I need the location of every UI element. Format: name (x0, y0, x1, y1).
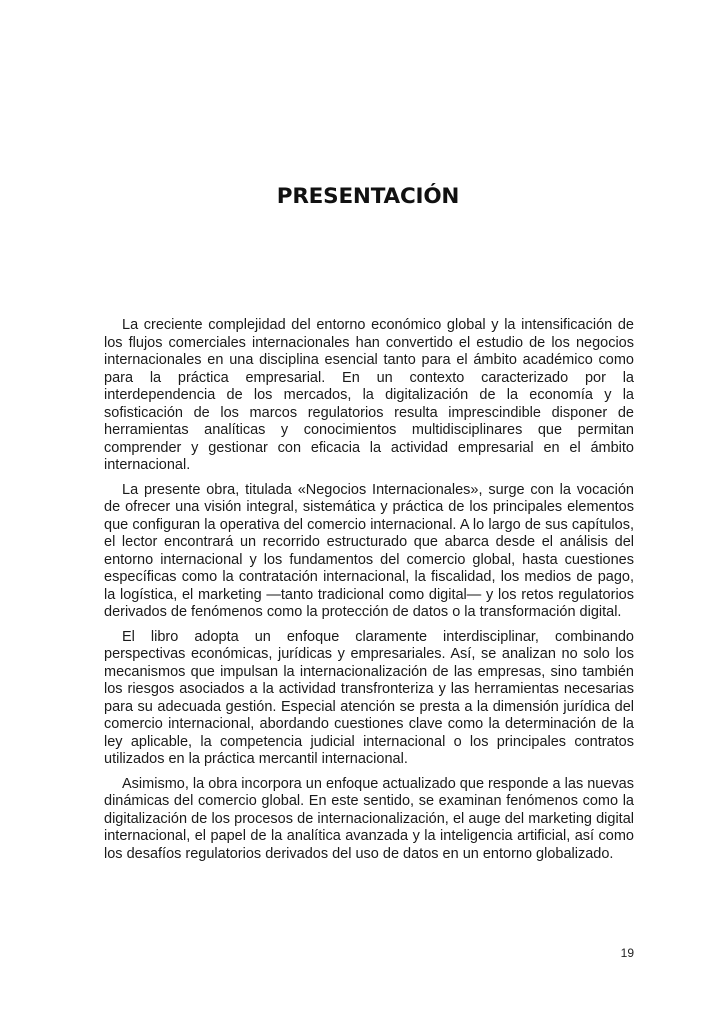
page-title: PRESENTACIÓN (276, 184, 460, 209)
paragraph-2: La presente obra, titulada «Negocios Internacionales», surge con la vocación de ofrecer una visión integral, sistemática y práctica de los principales elementos que configuran la operativa del comercio internacional. A lo largo de sus capítulos, el lector encontrará un recorrido estructurado que abarca desde el análisis del entorno internacional y los fundamentos del comercio global, hasta cuestiones específicas como la contratación internacional, la fiscalidad, los medios de pago, la logística, el marketing —tanto tradicional como digital— y los retos regulatorios derivados de fenómenos como la protección de datos o la transformación digital. (104, 481, 634, 620)
paragraph-1: La creciente complejidad del entorno económico global y la intensificación de los flujos comerciales internacionales han convertido el estudio de los negocios internacionales en una disciplina esencial tanto para el ámbito académico como para la práctica empresarial. En un contexto caracterizado por la interdependencia de los mercados, la digitalización de la economía y la sofisticación de los marcos regulatorios resulta imprescindible disponer de herramientas analíticas y conocimientos multidisciplinares que permitan comprender y gestionar con eficacia la actividad empresarial en el ámbito internacional. (104, 317, 634, 473)
body-text (104, 317, 634, 870)
paragraph-3: El libro adopta un enfoque claramente interdisciplinar, combinando perspectivas económicas, jurídicas y empresariales. Así, se analizan no solo los mecanismos que impulsan la internacionalización de las empresas, sino también los riesgos asociados a la actividad transfronteriza y las herramientas necesarias para su adecuada gestión. Especial atención se presta a la dimensión jurídica del comercio internacional, abordando cuestiones clave como la determinación de la ley aplicable, la competencia judicial internacional o los principales contratos utilizados en la práctica mercantil internacional. (104, 628, 634, 767)
page-number: 19 (620, 946, 634, 960)
paragraph-4: Asimismo, la obra incorpora un enfoque actualizado que responde a las nuevas dinámicas del comercio global. En este sentido, se examinan fenómenos como la digitalización de los procesos de internacionalización, el auge del marketing digital internacional, el papel de la analítica avanzada y la inteligencia artificial, así como los desafíos regulatorios derivados del uso de datos en un entorno globalizado. (104, 775, 634, 862)
